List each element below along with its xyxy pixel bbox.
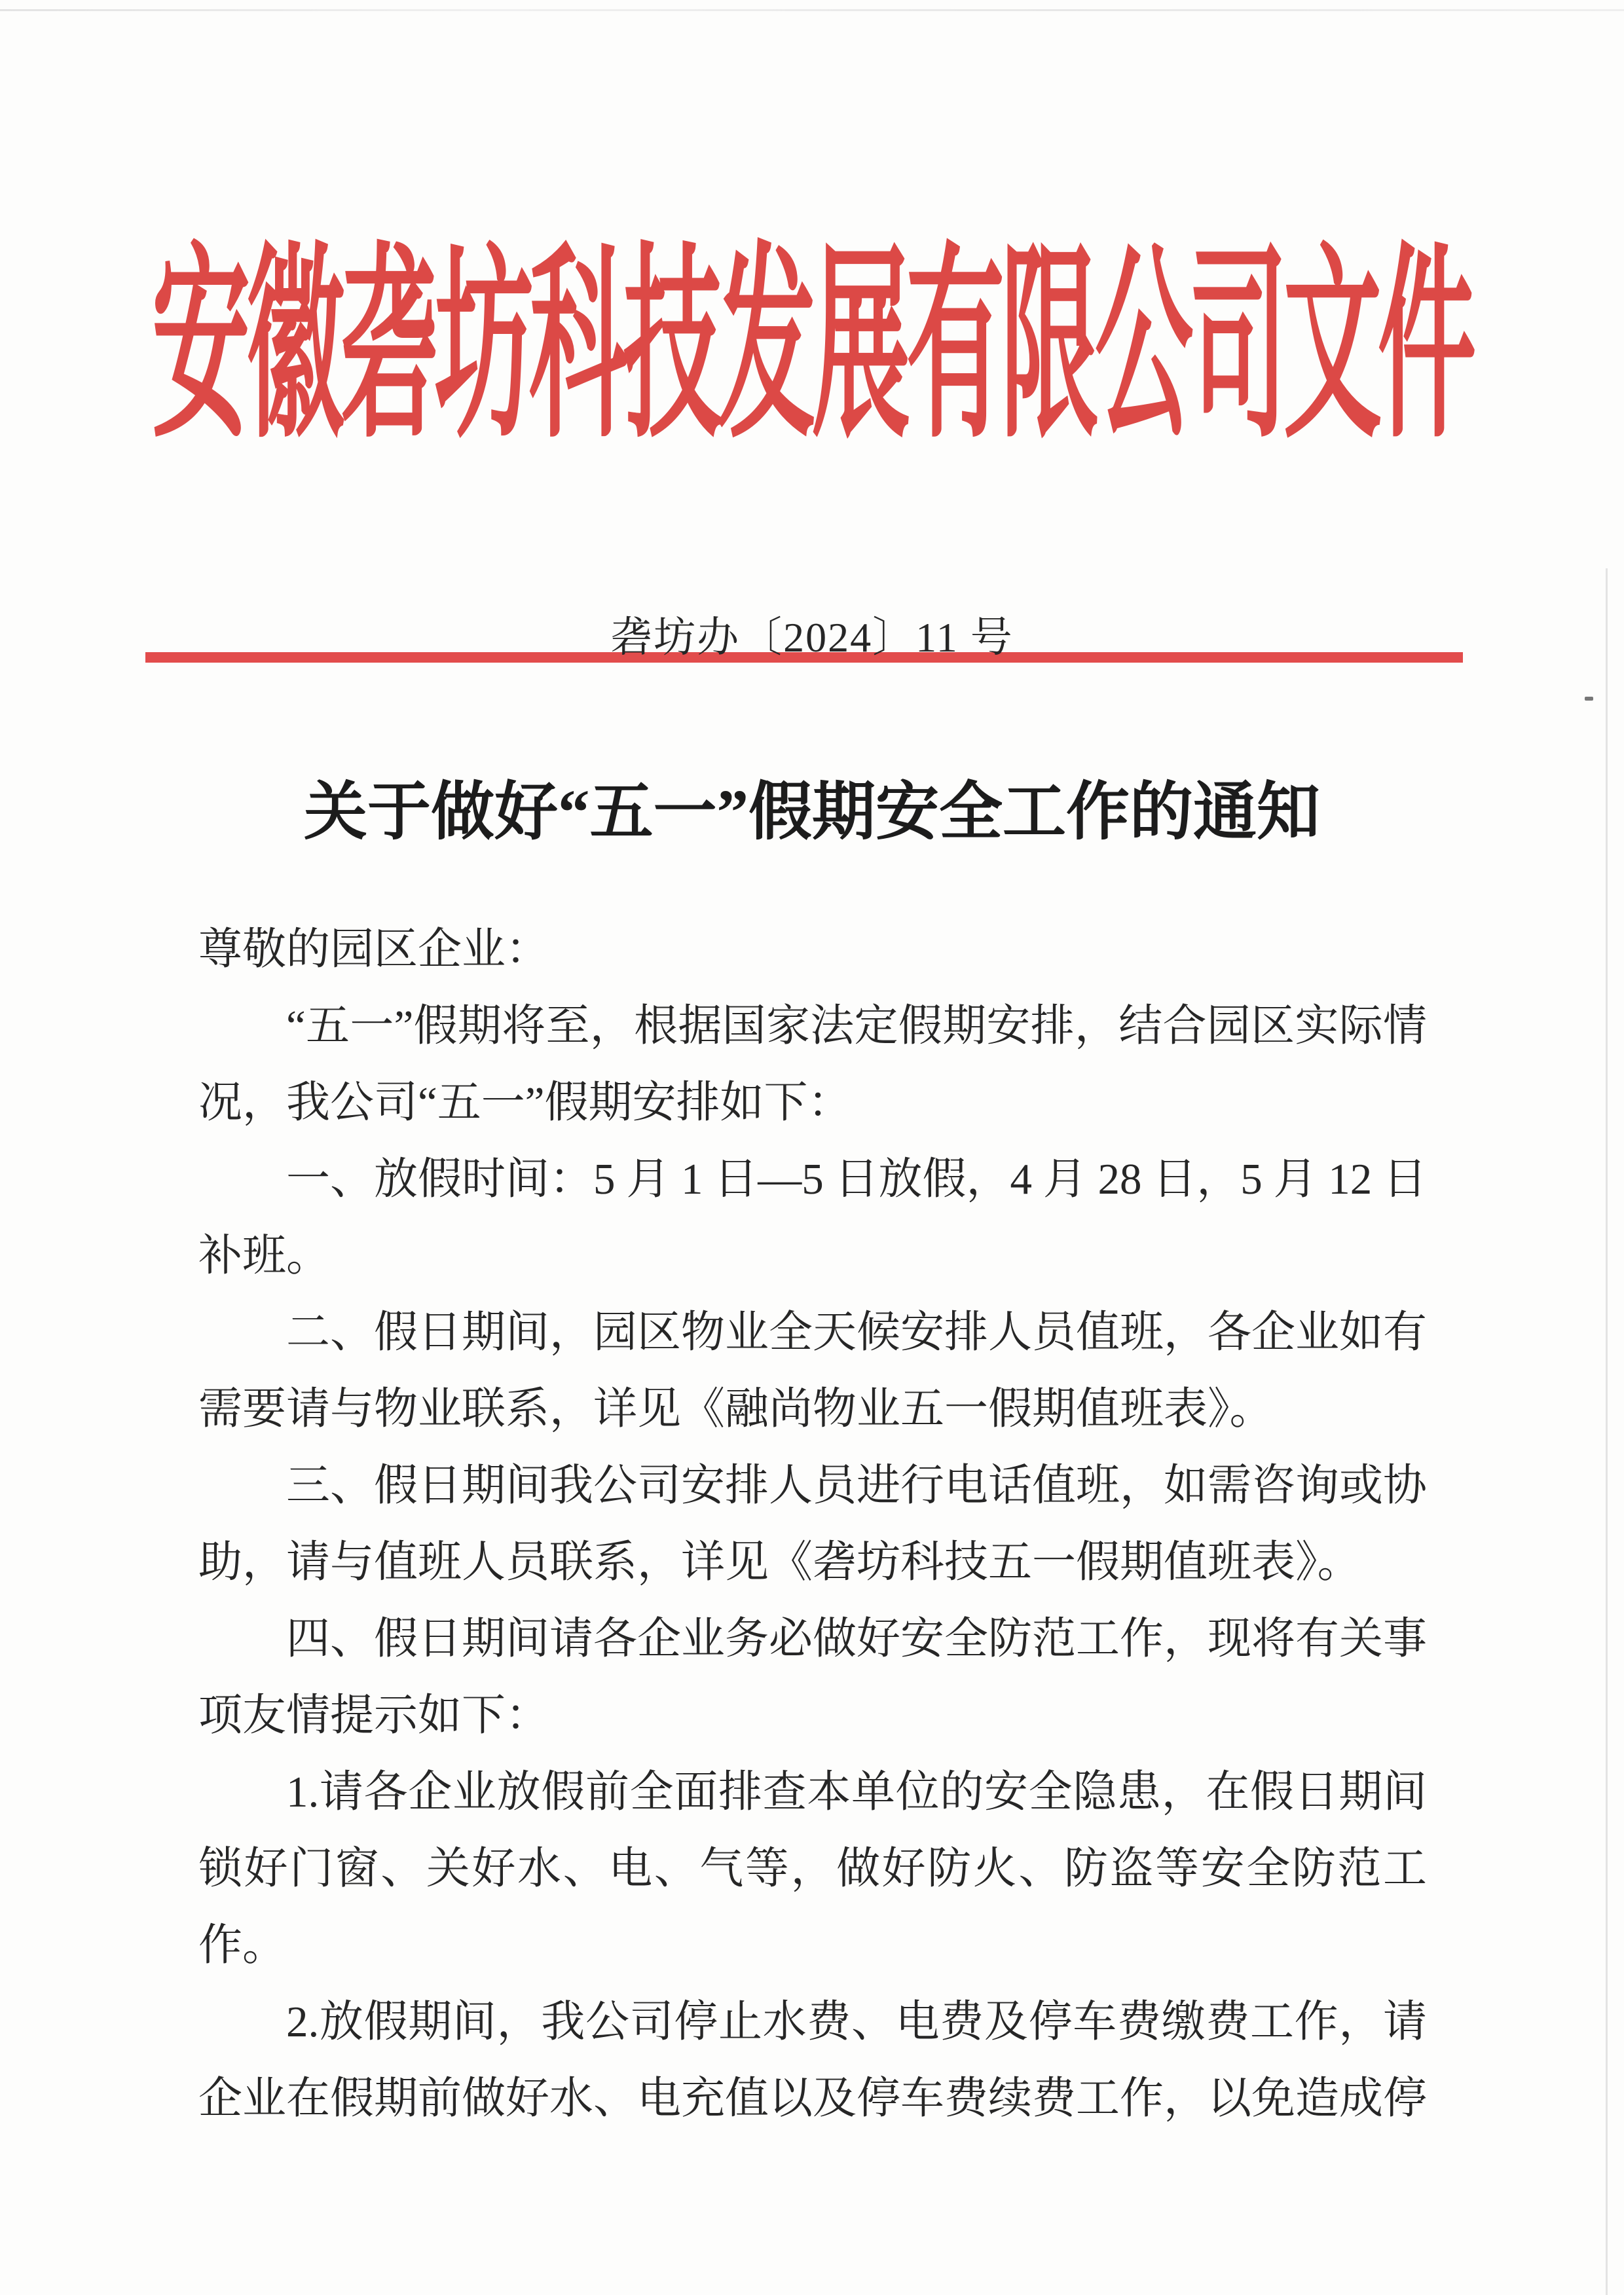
document-number: 砻坊办〔2024〕11 号 [610, 614, 1014, 661]
paragraph-tip-1-safety-check: 1.请各企业放假前全面排查本单位的安全隐患，在假日期间锁好门窗、关好水、电、气等，做好防火、防盗等安全防范工作。 [198, 1768, 1427, 1970]
scan-artifact-right-edge [1606, 568, 1608, 2295]
scan-artifact-speck [1585, 697, 1593, 701]
paragraph-tip-2-fee-prepay: 2.放假期间，我公司停止水费、电费及停车费缴费工作，请企业在假期前做好水、电充值以及停车费续费工作，以免造成停 [198, 1998, 1427, 2123]
paragraph-item-3-phone-duty: 三、假日期间我公司安排人员进行电话值班，如需咨询或协助，请与值班人员联系，详见《砻坊科技五一假期值班表》。 [198, 1461, 1427, 1587]
scan-artifact-top-edge [0, 9, 1624, 11]
salutation: 尊敬的园区企业： [198, 925, 549, 974]
notice-title: 关于做好“五一”假期安全工作的通知 [304, 777, 1320, 847]
paragraph-item-1-holiday-dates: 一、放假时间：5 月 1 日—5 日放假，4 月 28 日，5 月 12 日补班。 [198, 1155, 1427, 1280]
paragraph-item-4-safety-notice: 四、假日期间请各企业务必做好安全防范工作，现将有关事项友情提示如下： [198, 1615, 1427, 1740]
notice-body [198, 911, 1427, 2137]
letterhead-company-title: 安徽砻坊科技发展有限公司文件 [151, 232, 1472, 463]
paragraph-item-2-property-duty: 二、假日期间，园区物业全天候安排人员值班，各企业如有需要请与物业联系，详见《融尚物业五一假期值班表》。 [198, 1308, 1427, 1433]
paragraph-intro: “五一”假期将至，根据国家法定假期安排，结合园区实际情况，我公司“五一”假期安排如下： [198, 1002, 1427, 1127]
